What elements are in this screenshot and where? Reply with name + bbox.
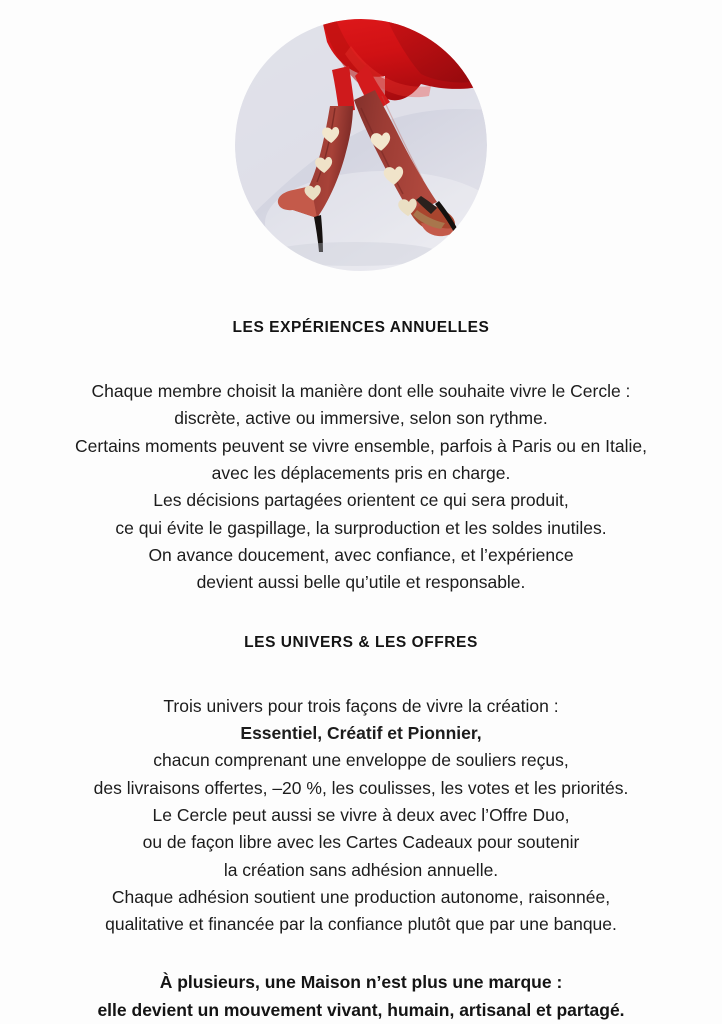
body-line: devient aussi belle qu’utile et responsable. — [196, 572, 526, 593]
body-line: Chaque adhésion soutient une production autonome, raisonnée, — [111, 886, 611, 907]
body-line-emphasis: Essentiel, Créatif et Pionnier, — [240, 723, 482, 744]
body-line: Trois univers pour trois façons de vivre la création : — [163, 695, 559, 716]
boots-illustration — [235, 18, 487, 272]
closing-line: À plusieurs, une Maison n’est plus une marque : — [159, 972, 563, 993]
body-line: Chaque membre choisit la manière dont elle souhaite vivre le Cercle : — [91, 381, 631, 402]
section-body-univers-et-offres — [11, 693, 711, 939]
body-line: discrète, active ou immersive, selon son rythme. — [174, 408, 548, 429]
body-line: On avance doucement, avec confiance, et l’expérience — [148, 544, 574, 565]
section-heading-univers-et-offres: LES UNIVERS & LES OFFRES — [244, 633, 478, 651]
body-line: Certains moments peuvent se vivre ensemble, parfois à Paris ou en Italie, — [75, 435, 647, 456]
body-line: Les décisions partagées orientent ce qui sera produit, — [153, 490, 569, 511]
body-line: ou de façon libre avec les Cartes Cadeaux pour soutenir — [142, 832, 580, 853]
body-line: chacun comprenant une enveloppe de souliers reçus, — [153, 750, 569, 771]
body-line: qualitative et financée par la confiance plutôt que par une banque. — [105, 914, 617, 935]
body-line: ce qui évite le gaspillage, la surproduction et les soldes inutiles. — [115, 517, 607, 538]
closing-statement — [11, 969, 711, 1024]
body-line: avec les déplacements pris en charge. — [211, 463, 511, 483]
section-heading-experiences-annuelles: LES EXPÉRIENCES ANNUELLES — [232, 319, 490, 337]
hero-circular-image — [235, 18, 487, 272]
closing-line: elle devient un mouvement vivant, humain, artisanal et partagé. — [97, 999, 625, 1020]
body-line: des livraisons offertes, –20 %, les coulisses, les votes et les priorités. — [93, 777, 629, 798]
section-body-experiences-annuelles — [11, 378, 711, 596]
body-line: la création sans adhésion annuelle. — [223, 859, 499, 880]
body-line: Le Cercle peut aussi se vivre à deux avec l’Offre Duo, — [152, 805, 570, 826]
